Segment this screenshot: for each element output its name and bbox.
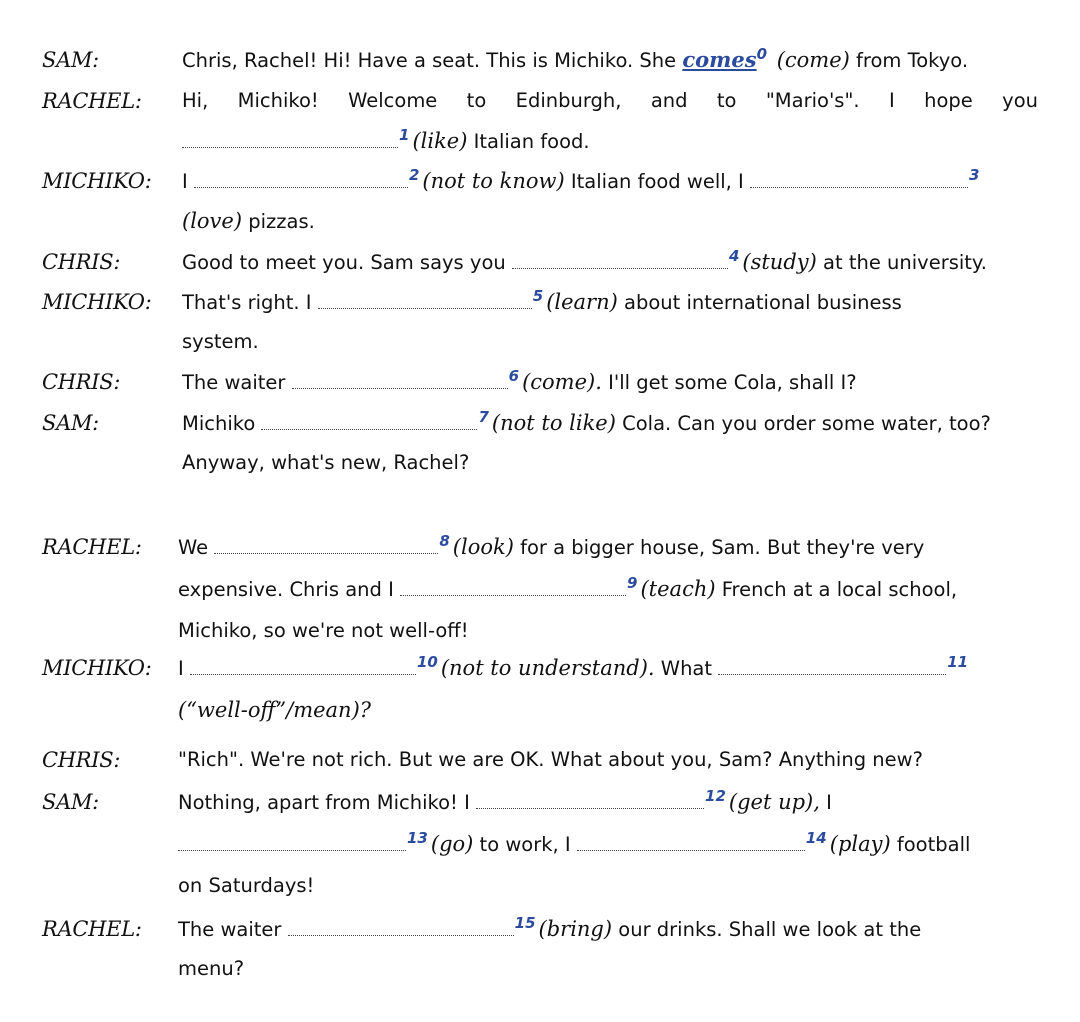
- gap-number: 4: [728, 247, 740, 265]
- dialogue-line: [178, 866, 1038, 906]
- answer-blank[interactable]: [400, 573, 626, 596]
- line-text: Michiko: [182, 412, 262, 435]
- line-text: to work, I: [473, 833, 577, 856]
- speaker-name: RACHEL:: [42, 917, 142, 941]
- dialogue-line: [178, 740, 1038, 780]
- line-text: I: [819, 791, 832, 814]
- line-text: "Rich". We're not rich. But we are OK. What about you, Sam? Anything new?: [178, 748, 923, 771]
- dialogue-line: [178, 909, 1038, 949]
- gap-number: 0: [756, 45, 768, 63]
- gap-number: 15: [514, 914, 536, 932]
- gap-number: 9: [627, 574, 638, 592]
- verb-hint: (not to know): [422, 169, 565, 193]
- speaker-name: CHRIS:: [42, 748, 121, 772]
- speaker-name: RACHEL:: [42, 535, 142, 559]
- verb-hint: (not to like): [491, 411, 616, 435]
- line-text: from Tokyo.: [849, 49, 969, 72]
- speaker-name: CHRIS:: [42, 250, 121, 274]
- answer-blank[interactable]: [182, 125, 398, 148]
- line-text: about international business: [617, 291, 902, 314]
- answer-blank[interactable]: [288, 913, 514, 936]
- dialogue-line: [178, 782, 1038, 822]
- line-text: Hi, Michiko! Welcome to Edinburgh, and to "Mario's". I hope you: [182, 89, 1038, 112]
- verb-hint: (“well-off”/mean)?: [178, 698, 372, 722]
- answer-blank[interactable]: [292, 366, 508, 389]
- example-answer: comes: [682, 47, 757, 72]
- gap-number: 3: [969, 166, 980, 184]
- verb-hint: (look): [452, 535, 514, 559]
- dialogue-line: [178, 611, 1038, 651]
- dialogue-line: [182, 242, 1038, 282]
- line-text: Italian food.: [467, 130, 590, 153]
- line-text: I'll get some Cola, shall I?: [601, 371, 857, 394]
- speaker-name: MICHIKO:: [42, 290, 152, 314]
- answer-blank[interactable]: [512, 246, 728, 269]
- verb-hint: (bring): [538, 917, 613, 941]
- gap-number: 1: [399, 126, 410, 144]
- verb-hint: (come).: [522, 370, 602, 394]
- line-text: at the university.: [816, 251, 987, 274]
- verb-hint: (learn): [546, 290, 618, 314]
- answer-blank[interactable]: [577, 828, 805, 851]
- speaker-name: MICHIKO:: [42, 169, 152, 193]
- answer-blank[interactable]: [214, 531, 438, 554]
- verb-hint: (get up),: [728, 790, 820, 814]
- verb-hint: (like): [412, 129, 468, 153]
- answer-blank[interactable]: [718, 652, 946, 675]
- dialogue-line: [178, 648, 1038, 688]
- verb-hint: (come): [770, 48, 850, 72]
- gap-number: 8: [439, 532, 450, 550]
- gap-number: 14: [805, 829, 827, 847]
- dialogue-line: [178, 527, 1038, 567]
- speaker-name: RACHEL:: [42, 89, 142, 113]
- line-text: Anyway, what's new, Rachel?: [182, 451, 470, 474]
- gap-number: 12: [705, 787, 726, 805]
- answer-blank[interactable]: [190, 652, 416, 675]
- gap-number: 5: [532, 287, 544, 305]
- line-text: The waiter: [182, 371, 292, 394]
- line-text: That's right. I: [182, 291, 318, 314]
- line-text: on Saturdays!: [178, 874, 315, 897]
- line-text: menu?: [178, 957, 245, 980]
- line-text: Michiko, so we're not well-off!: [178, 619, 469, 642]
- line-text: The waiter: [178, 918, 288, 941]
- line-text: system.: [182, 330, 259, 353]
- dialogue-line: [178, 949, 1038, 989]
- line-text: What: [654, 657, 719, 680]
- line-text: Italian food well, I: [564, 170, 751, 193]
- answer-blank[interactable]: [194, 165, 408, 188]
- line-text: French at a local school,: [715, 578, 958, 601]
- line-text: football: [890, 833, 971, 856]
- speaker-name: MICHIKO:: [42, 656, 152, 680]
- dialogue-line: [182, 362, 1038, 402]
- dialogue-line: [182, 81, 1038, 121]
- verb-hint: (play): [829, 832, 891, 856]
- dialogue-line: [178, 824, 1038, 864]
- dialogue-line: [182, 121, 1038, 161]
- dialogue-line: [178, 569, 1038, 609]
- verb-hint: (teach): [640, 577, 716, 601]
- gap-number: 10: [416, 653, 438, 671]
- answer-blank[interactable]: [750, 165, 968, 188]
- dialogue-line: [178, 690, 1038, 730]
- line-text: I: [178, 657, 190, 680]
- dialogue-line: [182, 403, 1038, 443]
- dialogue-line: [182, 40, 1038, 80]
- gap-number: 2: [408, 166, 420, 184]
- line-text: our drinks. Shall we look at the: [612, 918, 922, 941]
- verb-hint: (study): [742, 250, 817, 274]
- answer-blank[interactable]: [476, 786, 704, 809]
- dialogue-line: [182, 282, 1038, 322]
- dialogue-line: [182, 322, 1038, 362]
- line-text: expensive. Chris and I: [178, 578, 401, 601]
- speaker-name: CHRIS:: [42, 370, 121, 394]
- line-text: for a bigger house, Sam. But they're very: [513, 536, 925, 559]
- answer-blank[interactable]: [261, 407, 477, 430]
- line-text: Chris, Rachel! Hi! Have a seat. This is Michiko. She: [182, 49, 683, 72]
- dialogue-line: [182, 443, 1038, 483]
- speaker-name: SAM:: [42, 48, 99, 72]
- line-text: Nothing, apart from Michiko! I: [178, 791, 477, 814]
- speaker-name: SAM:: [42, 790, 99, 814]
- dialogue-line: [182, 201, 1038, 241]
- gap-number: 13: [407, 829, 428, 847]
- gap-number: 11: [947, 653, 969, 671]
- verb-hint: (not to understand).: [440, 656, 655, 680]
- verb-hint: (go): [430, 832, 474, 856]
- line-text: Good to meet you. Sam says you: [182, 251, 512, 274]
- answer-blank[interactable]: [178, 828, 406, 851]
- line-text: I: [182, 170, 194, 193]
- gap-number: 6: [508, 367, 520, 385]
- gap-number: 7: [478, 408, 489, 426]
- answer-blank[interactable]: [318, 286, 532, 309]
- verb-hint: (love): [182, 209, 243, 233]
- speaker-name: SAM:: [42, 411, 99, 435]
- line-text: Cola. Can you order some water, too?: [615, 412, 991, 435]
- line-text: We: [178, 536, 215, 559]
- dialogue-line: [182, 161, 1038, 201]
- line-text: pizzas.: [242, 210, 315, 233]
